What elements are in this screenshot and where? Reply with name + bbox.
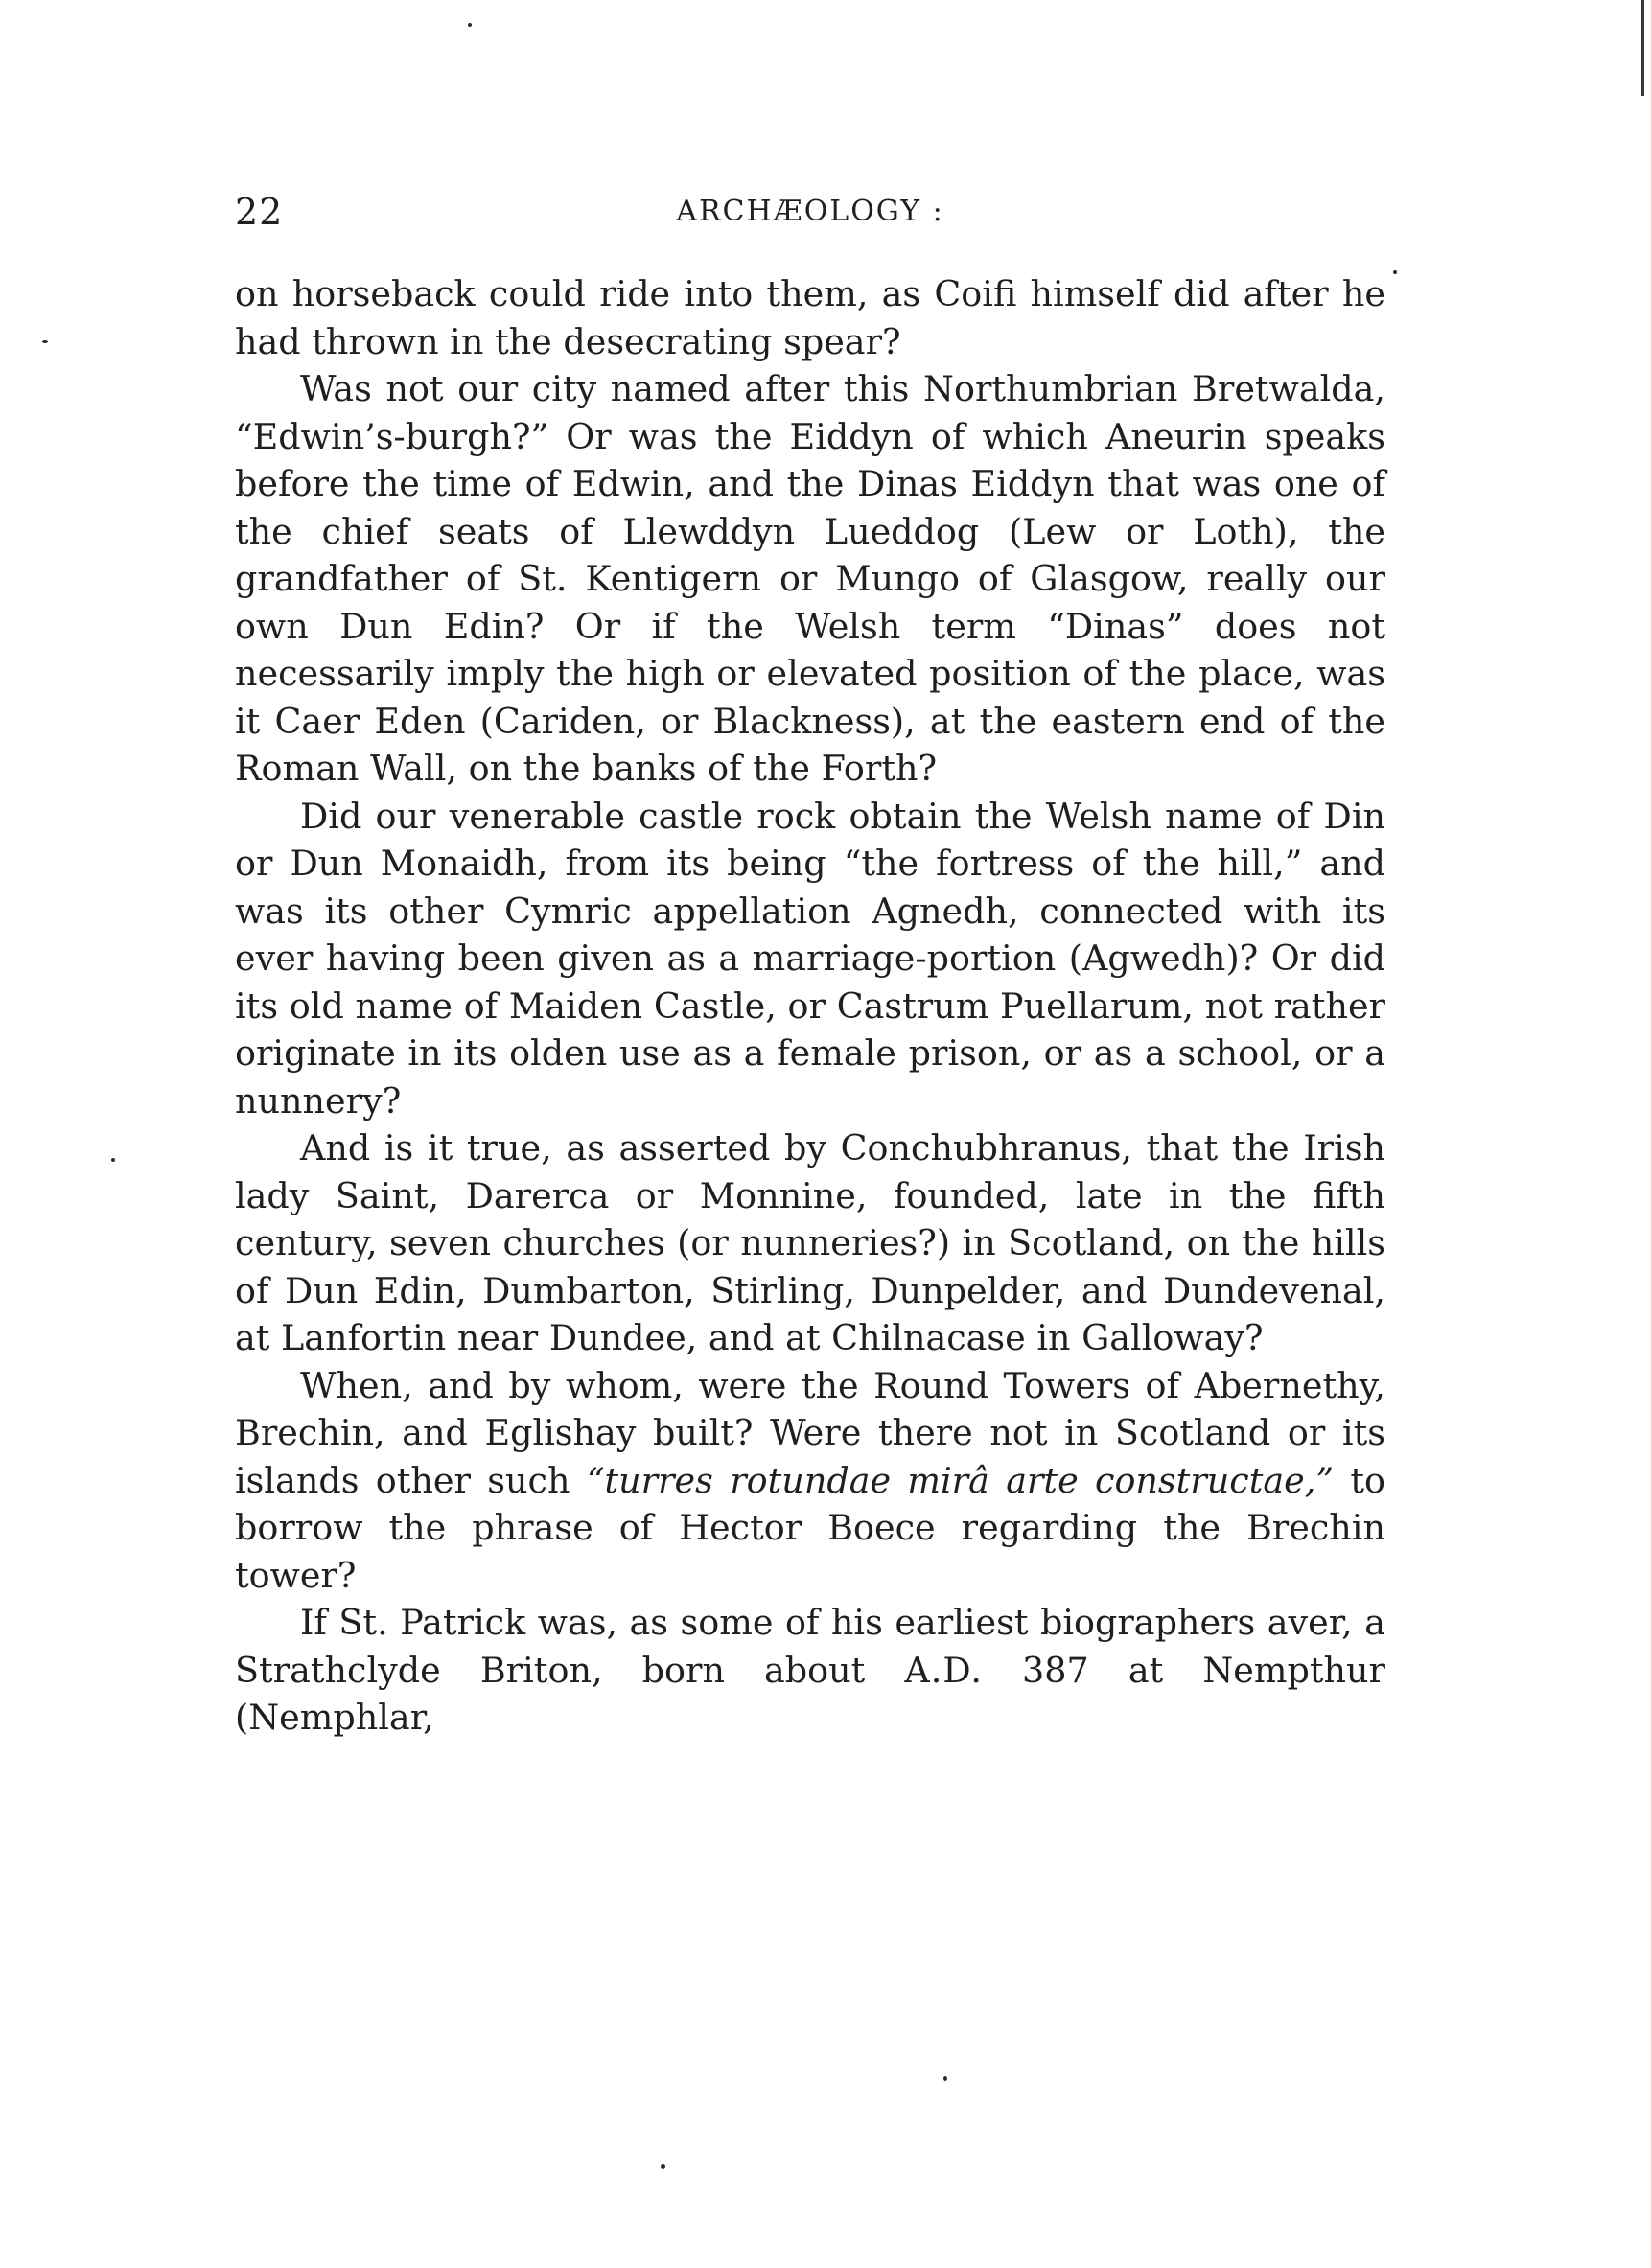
era-abbreviation: A.D. <box>904 1649 983 1691</box>
text-run: If St. Patrick was, as some of his earliest biographers aver, a Strathclyde Briton, born about <box>235 1602 1385 1691</box>
running-head: ARCHÆOLOGY : <box>676 195 944 228</box>
scan-speck <box>661 2164 665 2169</box>
scan-speck <box>42 340 48 343</box>
body-text <box>235 270 1385 1742</box>
paragraph-round-towers <box>235 1362 1385 1600</box>
paragraph-continuation: on horseback could ride into them, as Coifi himself did after he had thrown in the desecrating spear? <box>235 273 1385 362</box>
text-run: 387 at Nempthur (Nemphlar, <box>235 1649 1385 1738</box>
text-run: to borrow the phrase of Hector Boece regarding the Brechin tower? <box>235 1459 1386 1596</box>
page-header <box>235 188 1385 236</box>
scan-speck <box>111 1158 115 1162</box>
scan-speck <box>468 23 472 27</box>
paragraph-darerca: And is it true, as asserted by Conchubhranus, that the Irish lady Saint, Darerca or Monnine, founded, late in the fifth century, seven churches (or nunneries?) in Scotland, on the hills of Dun Edin, Dumbarton, Stirling, Dunpelder, and Dundevenal, at Lanfortin near Dundee, and at Chilnacase in Galloway? <box>235 1127 1385 1358</box>
scan-speck <box>1393 270 1397 274</box>
scan-edge-mark <box>1641 0 1644 96</box>
page-number: 22 <box>235 191 284 233</box>
text-run: When, and by whom, were the Round Towers of Abernethy, Brechin, and Eglishay built? Were there not in Scotland or its islands other such <box>235 1364 1385 1501</box>
latin-quotation: “turres rotundae mirâ arte constructae,” <box>586 1459 1335 1501</box>
paragraph-st-patrick <box>235 1599 1385 1742</box>
paragraph-castle-rock: Did our venerable castle rock obtain the Welsh name of Din or Dun Monaidh, from its being “the fortress of the hill,” and was its other Cymric appellation Agnedh, connected with its ever having been given as a marriage-portion (Agwedh)? Or did its old name of Maiden Castle, or Castrum Puellarum, not rather originate in its olden use as a female prison, or as a school, or a nunnery? <box>235 795 1385 1122</box>
paragraph-edwins-burgh: Was not our city named after this Northumbrian Bretwalda, “Edwin’s-burgh?” Or was the Eiddyn of which Aneurin speaks before the time of Edwin, and the Dinas Eiddyn that was one of the chief seats of Llewddyn Lueddog (Lew or Loth), the grandfather of St. Kentigern or Mungo of Glasgow, really our own Dun Edin? Or if the Welsh term “Dinas” does not necessarily imply the high or elevated position of the place, was it Caer Eden (Cariden, or Blackness), at the eastern end of the Roman Wall, on the banks of the Forth? <box>235 368 1385 789</box>
scan-speck <box>943 2076 947 2081</box>
